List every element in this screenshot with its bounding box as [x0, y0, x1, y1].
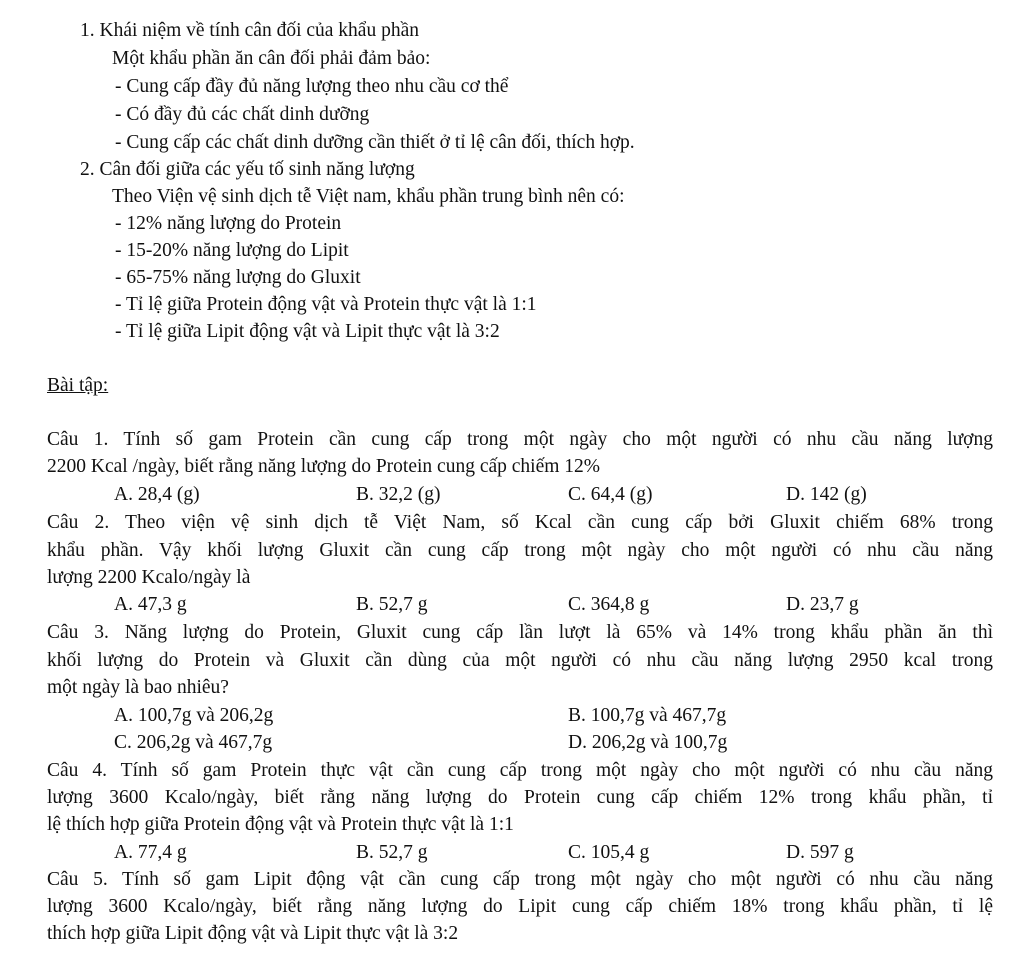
question-4-option-c: C. 105,4 g [568, 842, 650, 863]
question-4-line: lượng 3600 Kcalo/ngày, biết rằng năng lượng do Protein cung cấp chiếm 12% trong khẩu phần, tỉ [47, 787, 993, 808]
question-3-option-c: C. 206,2g và 467,7g [114, 732, 273, 753]
question-5-line: lượng 3600 Kcalo/ngày, biết rằng năng lượng do Lipit cung cấp chiếm 18% trong khẩu phần, tỉ lệ [47, 896, 993, 917]
question-3-option-d: D. 206,2g và 100,7g [568, 732, 728, 753]
question-1-option-b: B. 32,2 (g) [356, 484, 441, 505]
question-2-line: khẩu phần. Vậy khối lượng Gluxit cần cung cấp trong một ngày cho một người có nhu cầu năng [47, 540, 993, 561]
question-3-option-a: A. 100,7g và 206,2g [114, 705, 274, 726]
question-5-line: thích hợp giữa Lipit động vật và Lipit thực vật là 3:2 [47, 923, 459, 944]
section1-intro: Một khẩu phần ăn cân đối phải đảm bảo: [112, 48, 431, 69]
question-2-line: lượng 2200 Kcalo/ngày là [47, 567, 251, 588]
question-1-line: Câu 1. Tính số gam Protein cần cung cấp trong một ngày cho một người có nhu cầu năng lượng [47, 429, 993, 450]
question-2-line: Câu 2. Theo viện vệ sinh dịch tễ Việt Nam, số Kcal cần cung cấp bởi Gluxit chiếm 68% trong [47, 512, 993, 533]
question-5-line: Câu 5. Tính số gam Lipit động vật cần cung cấp trong một ngày cho một người có nhu cầu năng [47, 869, 993, 890]
section2-item: - 12% năng lượng do Protein [115, 213, 342, 234]
section2-heading: 2. Cân đối giữa các yếu tố sinh năng lượng [80, 159, 415, 180]
section2-item: - 65-75% năng lượng do Gluxit [115, 267, 361, 288]
question-1-option-c: C. 64,4 (g) [568, 484, 653, 505]
question-3-option-b: B. 100,7g và 467,7g [568, 705, 727, 726]
question-2-option-d: D. 23,7 g [786, 594, 859, 615]
section2-item: - Tỉ lệ giữa Lipit động vật và Lipit thực vật là 3:2 [115, 321, 500, 342]
question-4-option-d: D. 597 g [786, 842, 854, 863]
section2-item: - 15-20% năng lượng do Lipit [115, 240, 349, 261]
question-1-option-a: A. 28,4 (g) [114, 484, 200, 505]
section2-item: - Tỉ lệ giữa Protein động vật và Protein thực vật là 1:1 [115, 294, 537, 315]
question-3-line: khối lượng do Protein và Gluxit cần dùng của một người có nhu cầu năng lượng 2950 kcal trong [47, 650, 993, 671]
section1-item: - Cung cấp đầy đủ năng lượng theo nhu cầu cơ thể [115, 76, 509, 97]
section1-item: - Cung cấp các chất dinh dưỡng cần thiết ở tỉ lệ cân đối, thích hợp. [115, 132, 635, 153]
section2-intro: Theo Viện vệ sinh dịch tễ Việt nam, khẩu phần trung bình nên có: [112, 186, 625, 207]
question-3-line: Câu 3. Năng lượng do Protein, Gluxit cung cấp lần lượt là 65% và 14% trong khẩu phần ăn thì [47, 622, 993, 643]
question-1-line: 2200 Kcal /ngày, biết rằng năng lượng do Protein cung cấp chiếm 12% [47, 456, 601, 477]
section1-item: - Có đầy đủ các chất dinh dưỡng [115, 104, 370, 125]
question-1-option-d: D. 142 (g) [786, 484, 867, 505]
question-4-line: lệ thích hợp giữa Protein động vật và Protein thực vật là 1:1 [47, 814, 514, 835]
question-2-option-c: C. 364,8 g [568, 594, 650, 615]
exercises-title: Bài tập: [47, 375, 109, 396]
question-2-option-b: B. 52,7 g [356, 594, 428, 615]
section1-heading: 1. Khái niệm về tính cân đối của khẩu phần [80, 20, 419, 41]
question-4-option-b: B. 52,7 g [356, 842, 428, 863]
question-3-line: một ngày là bao nhiêu? [47, 677, 229, 698]
question-4-line: Câu 4. Tính số gam Protein thực vật cần cung cấp trong một ngày cho một người có nhu cầu năng [47, 760, 993, 781]
question-2-option-a: A. 47,3 g [114, 594, 187, 615]
question-4-option-a: A. 77,4 g [114, 842, 187, 863]
